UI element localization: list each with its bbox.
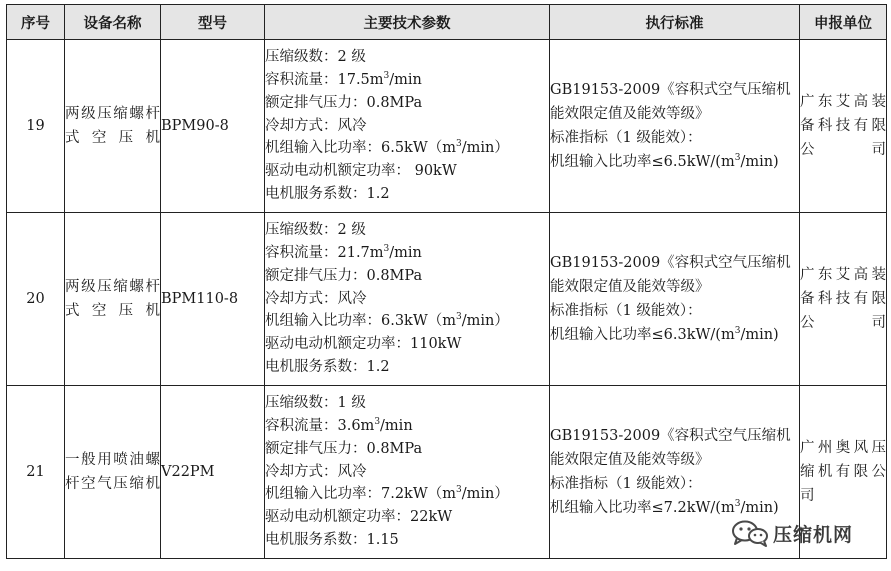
header-standard: 执行标准: [550, 5, 800, 40]
standard-line: 机组输入比功率$\le 7.2kW/(m^3/\min)$: [550, 499, 779, 516]
params-cell: [265, 40, 550, 213]
watermark-text: 压缩机网: [773, 523, 854, 546]
standard-line: 机组输入比功率$\le 6.3kW/(m^3/\min)$: [550, 326, 779, 343]
param-line: 驱动电动机额定功率：22kW: [265, 509, 453, 526]
standard-line: 能效限定值及能效等级》: [550, 106, 710, 122]
param-line: 电机服务系数：1.2: [265, 185, 390, 202]
param-line: 冷却方式：风冷: [265, 117, 367, 134]
param-line: 额定排气压力：0.8MPa: [265, 94, 423, 111]
header-unit: 申报单位: [800, 5, 887, 40]
watermark: [731, 519, 853, 547]
header-model: 型号: [161, 5, 265, 40]
model-cell: BPM110-8: [161, 213, 265, 386]
param-line: 机组输入比功率：$7.2kW(m^3/\min)$: [265, 485, 509, 503]
param-line: 容积流量：$21.7m^3/\min$: [265, 244, 422, 261]
applicant-unit-cell: 广东艾高装备科技有限公司: [800, 213, 887, 386]
seq-cell: 20: [7, 213, 65, 386]
seq-cell: 21: [7, 386, 65, 559]
model-cell: V22PM: [161, 386, 265, 559]
wechat-icon: [731, 519, 769, 547]
header-row: [7, 5, 887, 40]
table-row: [7, 213, 887, 386]
standard-line: 标准指标（1 级能效）：: [550, 476, 702, 492]
table-row: [7, 40, 887, 213]
equipment-name-cell: 一般用喷油螺杆空气压缩机: [65, 386, 161, 559]
applicant-unit-cell: 广州奥风压缩机有限公司: [800, 386, 887, 559]
standard-cell: [550, 40, 800, 213]
param-line: 压缩级数：2 级: [265, 49, 366, 66]
standard-line: 标准指标（1 级能效）：: [550, 303, 702, 319]
param-line: 额定排气压力：0.8MPa: [265, 440, 423, 457]
equipment-name-cell: 两级压缩螺杆式空压机: [65, 40, 161, 213]
header-params: 主要技术参数: [265, 5, 550, 40]
param-line: 额定排气压力：0.8MPa: [265, 267, 423, 284]
param-line: 压缩级数：1 级: [265, 395, 366, 412]
params-cell: [265, 386, 550, 559]
model-cell: BPM90-8: [161, 40, 265, 213]
param-line: 容积流量：$3.6m^3/\min$: [265, 417, 413, 434]
standard-line: 机组输入比功率$\le 6.5kW/(m^3/\min)$: [550, 153, 779, 170]
params-cell: [265, 213, 550, 386]
param-line: 机组输入比功率：$6.5kW(m^3/\min)$: [265, 139, 509, 157]
standard-line: GB19153-2009《容积式空气压缩机: [550, 428, 791, 444]
standard-line: 能效限定值及能效等级》: [550, 279, 710, 295]
header-seq: 序号: [7, 5, 65, 40]
param-line: 冷却方式：风冷: [265, 463, 367, 480]
standard-cell: [550, 213, 800, 386]
equipment-name-cell: 两级压缩螺杆式空压机: [65, 213, 161, 386]
param-line: 电机服务系数：1.2: [265, 358, 390, 375]
applicant-unit-cell: 广东艾高装备科技有限公司: [800, 40, 887, 213]
standard-line: GB19153-2009《容积式空气压缩机: [550, 255, 791, 271]
header-name: 设备名称: [65, 5, 161, 40]
equipment-spec-table: [6, 4, 887, 559]
seq-cell: 19: [7, 40, 65, 213]
param-line: 机组输入比功率：$6.3kW(m^3/\min)$: [265, 312, 509, 330]
standard-line: GB19153-2009《容积式空气压缩机: [550, 82, 791, 98]
param-line: 驱动电动机额定功率： 90kW: [265, 163, 457, 180]
standard-line: 能效限定值及能效等级》: [550, 452, 710, 468]
param-line: 压缩级数：2 级: [265, 222, 366, 239]
param-line: 驱动电动机额定功率：110kW: [265, 336, 462, 353]
standard-line: 标准指标（1 级能效）：: [550, 130, 702, 146]
param-line: 电机服务系数：1.15: [265, 531, 399, 548]
param-line: 容积流量：$17.5m^3/\min$: [265, 71, 422, 88]
param-line: 冷却方式：风冷: [265, 290, 367, 307]
